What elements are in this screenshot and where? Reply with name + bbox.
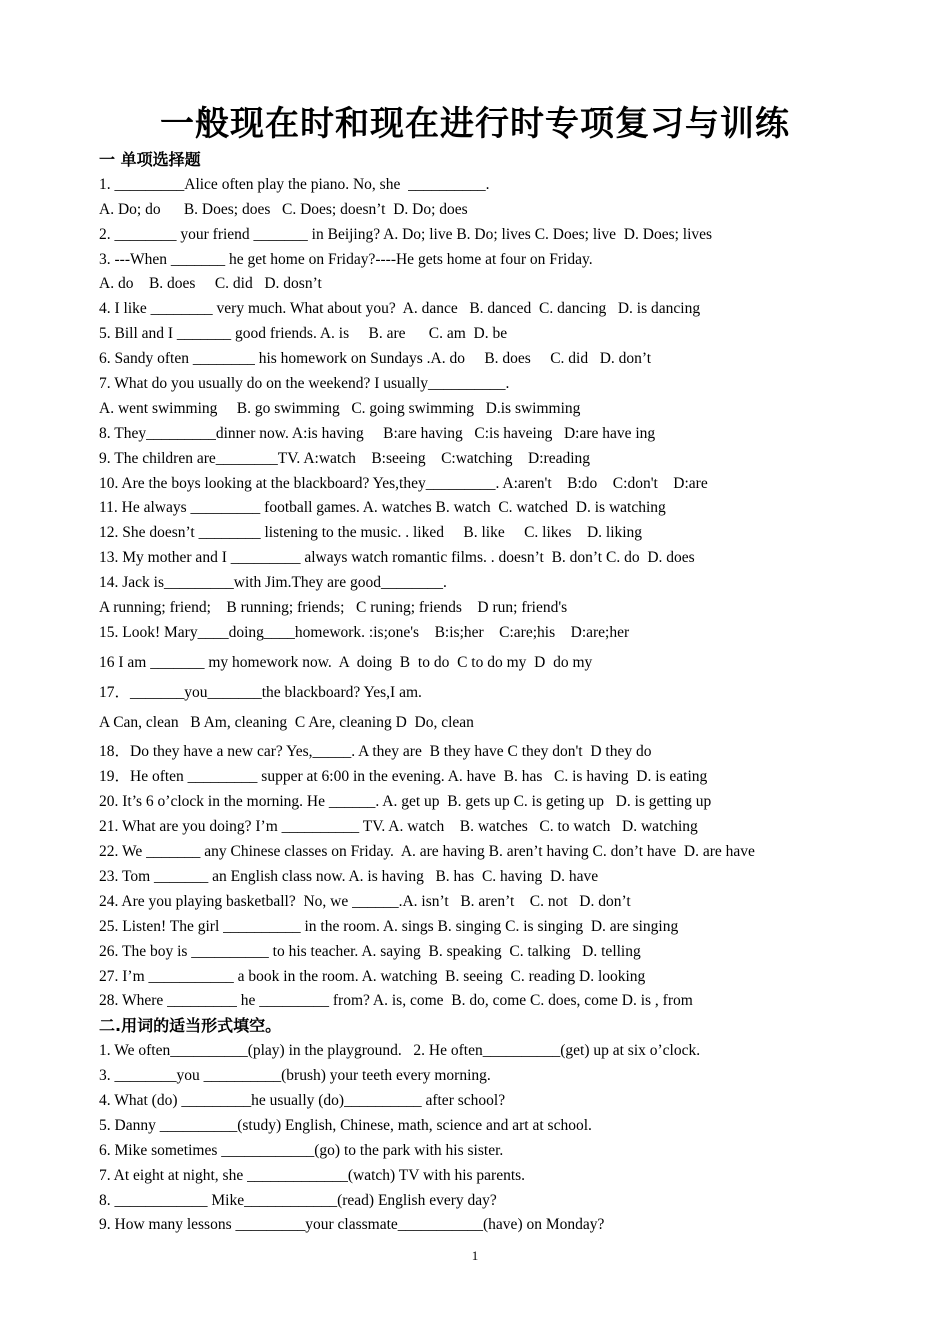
- question-line: A Can, clean B Am, cleaning C Are, cleaning D Do, clean: [99, 713, 474, 731]
- question-line: 1. We often__________(play) in the playground. 2. He often__________(get) up at six o’clock.: [99, 1042, 701, 1060]
- question-line: A. Do; do B. Does; does C. Does; doesn’t D. Do; does: [99, 200, 468, 218]
- page-number: 1: [471, 1248, 479, 1263]
- question-line: 20. It’s 6 o’clock in the morning. He ______. A. get up B. gets up C. is geting up D. is getting up: [99, 793, 712, 811]
- question-line: 3. ---When _______ he get home on Friday?----He gets home at four on Friday.: [99, 250, 593, 268]
- question-line: 8. ____________ Mike____________(read) English every day?: [99, 1191, 497, 1209]
- question-line: 3. ________you __________(brush) your teeth every morning.: [99, 1067, 491, 1085]
- question-line: 15. Look! Mary____doing____homework. :is;one's B:is;her C:are;his D:are;her: [99, 623, 630, 641]
- question-line: 8. They_________dinner now. A:is having B:are having C:is haveing D:are have ing: [99, 424, 656, 442]
- question-line: A. do B. does C. did D. dosn’t: [99, 275, 322, 293]
- multiple-choice-questions-part3: [99, 765, 919, 1014]
- question-line: 1. _________Alice often play the piano. No, she __________.: [99, 175, 490, 193]
- question-line: 7. What do you usually do on the weekend? I usually__________.: [99, 375, 510, 393]
- question-line: 4. What (do) _________he usually (do)__________ after school?: [99, 1091, 506, 1109]
- worksheet-content: [99, 148, 919, 1238]
- question-line: 22. We _______ any Chinese classes on Friday. A. are having B. aren’t having C. don’t have D. are have: [99, 843, 755, 861]
- question-line: 24. Are you playing basketball? No, we ______.A. isn’t B. aren’t C. not D. don’t: [99, 892, 631, 910]
- question-line: 6. Sandy often ________ his homework on Sundays .A. do B. does C. did D. don’t: [99, 350, 652, 368]
- fill-in-questions: [99, 1039, 919, 1238]
- multiple-choice-questions-part2: [99, 651, 919, 766]
- multiple-choice-questions: [99, 173, 919, 646]
- question-line: 28. Where _________ he _________ from? A. is, come B. do, come C. does, come D. is , from: [99, 992, 693, 1010]
- question-line: 6. Mike sometimes ____________(go) to the park with his sister.: [99, 1141, 504, 1159]
- question-line: A. went swimming B. go swimming C. going swimming D.is swimming: [99, 399, 581, 417]
- question-line: 17．_______you_______the blackboard? Yes,I am.: [99, 683, 422, 701]
- question-line: 19．He often _________ supper at 6:00 in the evening. A. have B. has C. is having D. is eating: [99, 768, 708, 786]
- question-line: 12. She doesn’t ________ listening to the music. . liked B. like C. likes D. liking: [99, 524, 643, 542]
- question-line: 5. Bill and I _______ good friends. A. is B. are C. am D. be: [99, 325, 508, 343]
- question-line: 4. I like ________ very much. What about you? A. dance B. danced C. dancing D. is dancing: [99, 300, 701, 318]
- question-line: 13. My mother and I _________ always watch romantic films. . doesn’t B. don’t C. do D. does: [99, 549, 695, 567]
- question-line: 9. The children are________TV. A:watch B:seeing C:watching D:reading: [99, 449, 591, 467]
- question-line: 2. ________ your friend _______ in Beijing? A. Do; live B. Do; lives C. Does; live D. Does; lives: [99, 225, 713, 243]
- question-line: 10. Are the boys looking at the blackboard? Yes,they_________. A:aren't B:do C:don't D:are: [99, 474, 708, 492]
- question-line: 27. I’m ___________ a book in the room. A. watching B. seeing C. reading D. looking: [99, 967, 646, 985]
- question-line: 7. At eight at night, she _____________(watch) TV with his parents.: [99, 1166, 526, 1184]
- question-line: 25. Listen! The girl __________ in the room. A. sings B. singing C. is singing D. are singing: [99, 917, 679, 935]
- question-line: 16 I am _______ my homework now. A doing B to do C to do my D do my: [99, 653, 593, 671]
- question-line: 21. What are you doing? I’m __________ TV. A. watch B. watches C. to watch D. watching: [99, 818, 698, 836]
- page-title: 一般现在时和现在进行时专项复习与训练: [160, 104, 790, 144]
- question-line: 14. Jack is_________with Jim.They are good________.: [99, 574, 447, 592]
- question-line: 9. How many lessons _________your classmate___________(have) on Monday?: [99, 1216, 605, 1234]
- question-line: 11. He always _________ football games. A. watches B. watch C. watched D. is watching: [99, 499, 666, 517]
- question-line: 18．Do they have a new car? Yes,_____. A they are B they have C they don't D they do: [99, 743, 652, 761]
- question-line: 23. Tom _______ an English class now. A. is having B. has C. having D. have: [99, 867, 599, 885]
- question-line: 26. The boy is __________ to his teacher. A. saying B. speaking C. talking D. telling: [99, 942, 641, 960]
- question-line: A running; friend; B running; friends; C runing; friends D run; friend's: [99, 599, 568, 617]
- question-line: 5. Danny __________(study) English, Chinese, math, science and art at school.: [99, 1116, 592, 1134]
- section-heading-multiple-choice: 一 单项选择题: [99, 150, 201, 169]
- section-heading-fill-in: 二.用词的适当形式填空。: [99, 1016, 282, 1036]
